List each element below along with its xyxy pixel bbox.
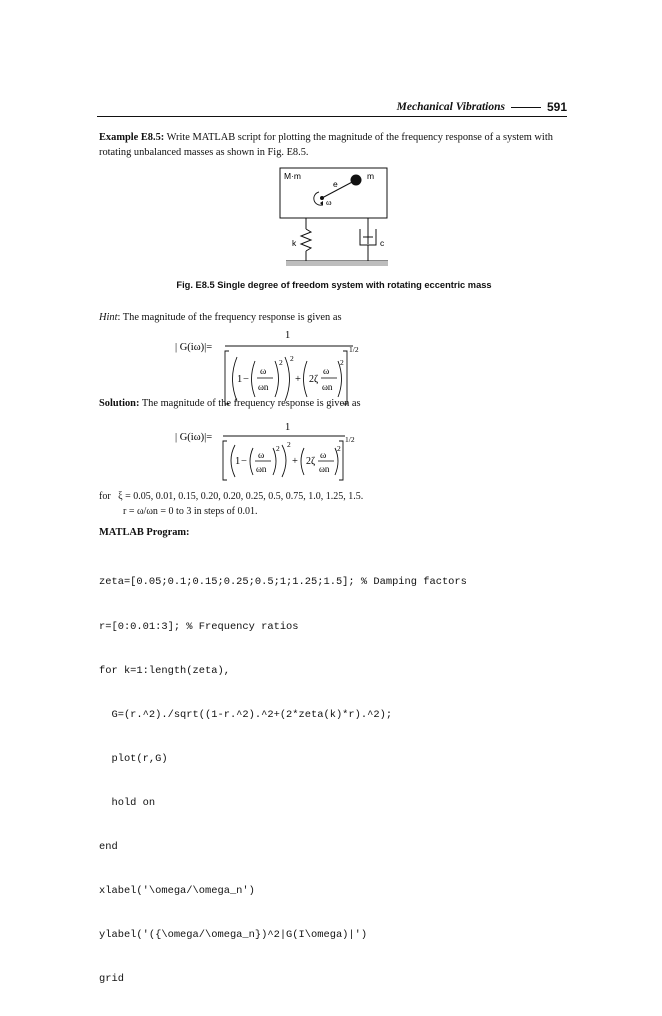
eq2-omega-1: ω bbox=[258, 451, 265, 461]
label-omega: ω bbox=[326, 197, 332, 207]
eq2-numerator: 1 bbox=[285, 422, 291, 433]
eccentric-mass bbox=[351, 175, 362, 186]
code-line: ylabel('({\omega/\omega_n})^2|G(I\omega)|') bbox=[99, 929, 368, 942]
ground-hatch bbox=[286, 261, 388, 266]
eq-sq-inner: 2 bbox=[279, 358, 283, 367]
equation-hint bbox=[175, 324, 505, 406]
eq-omega-n-1: ωn bbox=[258, 382, 269, 392]
code-line: G=(r.^2)./sqrt((1-r.^2).^2+(2*zeta(k)*r).^2); bbox=[99, 708, 393, 721]
rotating-mass-figure bbox=[270, 165, 400, 277]
eq-paren-inner-left bbox=[252, 361, 256, 397]
code-line: for k=1:length(zeta), bbox=[99, 664, 230, 677]
xi-values: ξ = 0.05, 0.01, 0.15, 0.20, 0.20, 0.25, 0.5, 0.75, 1.0, 1.25, 1.5. bbox=[118, 491, 364, 502]
hint-label: Hint bbox=[99, 312, 118, 323]
label-m: m bbox=[367, 171, 375, 181]
eq-plus: + bbox=[295, 374, 301, 385]
eq-paren-inner-right bbox=[275, 361, 279, 397]
eq2-one: 1 bbox=[235, 456, 241, 467]
eq2-plus: + bbox=[292, 456, 298, 467]
eq2-paren-inner-left bbox=[250, 448, 253, 475]
label-k: k bbox=[292, 238, 297, 248]
parameter-lines bbox=[99, 489, 363, 519]
eq2-bracket-left bbox=[223, 441, 227, 480]
code-line: end bbox=[99, 840, 118, 853]
eq2-sq-zeta: 2 bbox=[337, 444, 341, 453]
code-line: xlabel('\omega/\omega_n') bbox=[99, 885, 255, 898]
eq2-lhs: | G(iω)|= bbox=[175, 432, 213, 443]
eq-lhs: | G(iω)|= bbox=[175, 342, 213, 353]
eq-sq-outer: 2 bbox=[290, 354, 294, 363]
eq2-sq-inner: 2 bbox=[276, 444, 280, 453]
eq2-omega-2: ω bbox=[320, 451, 327, 461]
label-c: c bbox=[380, 238, 385, 248]
solution-label: Solution: bbox=[99, 398, 140, 409]
eq-omega-n-2: ωn bbox=[322, 382, 333, 392]
r-values: r = ω/ωn = 0 to 3 in steps of 0.01. bbox=[123, 506, 258, 517]
eq-omega-1: ω bbox=[260, 367, 267, 377]
eq-numerator: 1 bbox=[285, 330, 291, 341]
eq-one: 1 bbox=[237, 374, 243, 385]
hint-paragraph bbox=[99, 310, 569, 325]
eq2-omega-n-2: ωn bbox=[319, 464, 330, 474]
running-head-rule bbox=[511, 107, 541, 108]
example-text: Write MATLAB script for plotting the magnitude of the frequency response of a system with rotating unbalanced masses as shown in Fig. E8.5. bbox=[99, 132, 553, 158]
spring-coil bbox=[301, 229, 311, 251]
example-paragraph bbox=[99, 130, 569, 160]
running-title: Mechanical Vibrations bbox=[396, 101, 505, 113]
solution-paragraph bbox=[99, 396, 569, 411]
example-label: Example E8.5: bbox=[99, 132, 165, 143]
rotation-center bbox=[320, 196, 324, 200]
code-line: hold on bbox=[99, 796, 156, 809]
code-line: r=[0:0.01:3]; % Frequency ratios bbox=[99, 620, 299, 633]
eq2-omega-n-1: ωn bbox=[256, 464, 267, 474]
eq-minus: − bbox=[243, 374, 249, 385]
eq2-paren-zeta-left bbox=[301, 448, 304, 475]
eq-exponent: 1/2 bbox=[349, 345, 359, 354]
running-head bbox=[397, 100, 567, 114]
label-e: e bbox=[333, 179, 338, 189]
figure-caption: Fig. E8.5 Single degree of freedom system with rotating eccentric mass bbox=[176, 280, 492, 290]
eq-paren-zeta-left bbox=[304, 361, 308, 397]
matlab-code bbox=[99, 546, 467, 1016]
eq-omega-2: ω bbox=[323, 367, 330, 377]
code-line: zeta=[0.05;0.1;0.15;0.25;0.5;1;1.25;1.5]; % Damping factors bbox=[99, 576, 467, 589]
solution-text: The magnitude of the frequency response is given as bbox=[139, 398, 361, 409]
eq-two-zeta: 2ζ bbox=[309, 374, 319, 385]
page-number: 591 bbox=[546, 100, 567, 114]
eq2-two-zeta: 2ζ bbox=[306, 456, 316, 467]
xi-line bbox=[99, 489, 363, 504]
eq2-minus: − bbox=[241, 456, 247, 467]
eq2-exponent: 1/2 bbox=[345, 435, 355, 444]
program-heading: MATLAB Program: bbox=[99, 527, 190, 538]
eq2-sq-outer: 2 bbox=[287, 440, 291, 449]
for-label: for bbox=[99, 491, 111, 502]
label-Mm: M·m bbox=[284, 171, 301, 181]
eq-sq-zeta: 2 bbox=[340, 358, 344, 367]
eq2-paren-outer-right bbox=[282, 445, 286, 477]
hint-text: : The magnitude of the frequency response is given as bbox=[117, 312, 342, 323]
header-divider bbox=[97, 116, 567, 117]
eq-paren-outer-right bbox=[285, 357, 290, 401]
code-line: grid bbox=[99, 973, 124, 986]
code-line: plot(r,G) bbox=[99, 752, 168, 765]
